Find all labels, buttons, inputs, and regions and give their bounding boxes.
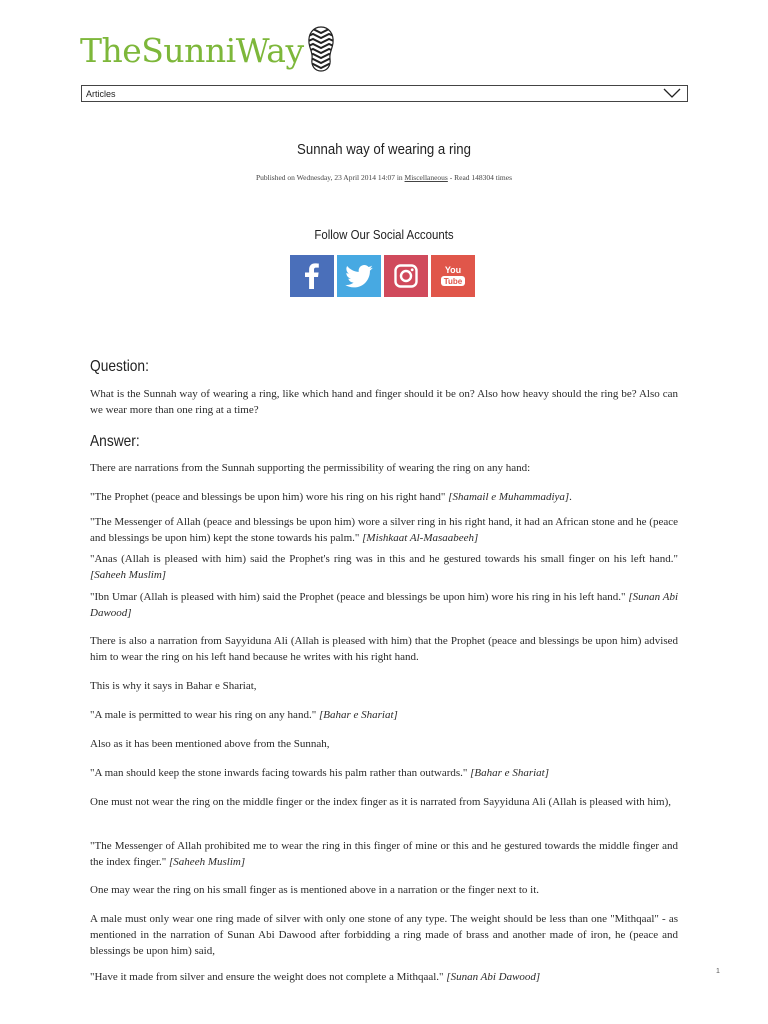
answer-paragraph: There are narrations from the Sunnah supporting the permissibility of wearing the ring on any hand: [90, 462, 531, 474]
answer-paragraph: There is also a narration from Sayyiduna Ali (Allah is pleased with him) that the Prophet (peace and blessings be upon him) advised him to wear the ring on his left hand because he writes with his right hand. [90, 635, 678, 663]
answer-paragraph: A male must only wear one ring made of silver with only one stone of any type. The weight should be less than one "Mithqaal" - as mentioned in the narration of Sunan Abi Dawood after forbidding a ring made of brass and another made of iron, he (peace and blessings be upon him) said, [90, 913, 678, 957]
youtube-label-top: You [444, 265, 462, 275]
category-link[interactable]: Miscellaneous [404, 173, 448, 182]
meta-suffix: - Read 148304 times [447, 173, 513, 182]
social-heading: Follow Our Social Accounts [314, 227, 454, 242]
social-buttons [290, 255, 475, 297]
instagram-button[interactable] [384, 255, 428, 297]
youtube-button[interactable] [431, 255, 475, 297]
facebook-icon [305, 263, 319, 289]
answer-paragraph: "The Messenger of Allah (peace and blessings be upon him) wore a silver ring in his right hand, it had an African stone and he (peace and blessings be upon him) kept the stone towards his palm." [Mishkaat Al-Masaabeeh] [90, 516, 678, 544]
citation: [Sunan Abi Dawood] [446, 971, 541, 983]
twitter-button[interactable] [337, 255, 381, 297]
youtube-label-bottom: Tube [443, 277, 463, 286]
citation: [Mishkaat Al-Masaabeeh] [362, 532, 479, 544]
chevron-down-icon [663, 88, 681, 99]
answer-paragraph: "A male is permitted to wear his ring on any hand." [Bahar e Shariat] [90, 709, 398, 721]
citation: [Saheeh Muslim] [90, 569, 167, 581]
articles-nav-dropdown[interactable] [81, 85, 688, 102]
answer-heading: Answer: [90, 433, 140, 450]
article-title: Sunnah way of wearing a ring [297, 141, 471, 158]
answer-paragraph: "Anas (Allah is pleased with him) said the Prophet's ring was in this and he gestured towards his small finger on his left hand." [Saheeh Muslim] [90, 553, 678, 581]
citation: [Bahar e Shariat] [318, 709, 398, 721]
answer-paragraph: One must not wear the ring on the middle finger or the index finger as it is narrated from Sayyiduna Ali (Allah is pleased with him), [90, 796, 672, 808]
question-heading: Question: [90, 358, 149, 375]
youtube-icon [438, 264, 468, 288]
answer-paragraph: "Ibn Umar (Allah is pleased with him) said the Prophet (peace and blessings be upon him) wore his ring in his left hand." [Sunan Abi Dawood] [90, 591, 678, 619]
nav-selected-label: Articles [86, 88, 116, 99]
citation: [Saheeh Muslim] [169, 856, 246, 868]
answer-paragraph: One may wear the ring on his small finger as is mentioned above in a narration or the finger next to it. [90, 884, 540, 896]
instagram-icon [394, 264, 418, 288]
article-meta [0, 173, 768, 182]
answer-paragraph: "The Messenger of Allah prohibited me to wear the ring in this finger of mine or this and he gestured towards the middle finger and the index finger." [Saheeh Muslim] [90, 840, 678, 868]
meta-prefix: Published on Wednesday, 23 April 2014 14:07 in [255, 173, 405, 182]
citation: [Bahar e Shariat] [470, 767, 549, 779]
site-logo[interactable] [80, 26, 336, 76]
answer-paragraph: This is why it says in Bahar e Shariat, [90, 680, 257, 692]
sandal-logo-icon [306, 26, 336, 72]
citation: [Shamail e Muhammadiya] [448, 491, 570, 503]
page-number: 1 [716, 968, 720, 975]
question-text: What is the Sunnah way of wearing a ring, like which hand and finger should it be on? Also how heavy should the ring be? Also can we wear more than one ring at a time? [90, 388, 678, 416]
answer-paragraph: "A man should keep the stone inwards facing towards his palm rather than outwards." [Bahar e Shariat] [90, 767, 549, 779]
answer-paragraph: "Have it made from silver and ensure the weight does not complete a Mithqaal." [Sunan Abi Dawood] [90, 971, 541, 983]
citation: [Sunan Abi Dawood] [90, 591, 678, 619]
twitter-icon [345, 265, 373, 288]
answer-paragraph: "The Prophet (peace and blessings be upon him) wore his ring on his right hand" [Shamail e Muhammadiya]. [90, 491, 572, 503]
answer-paragraph: Also as it has been mentioned above from the Sunnah, [90, 738, 330, 750]
logo-text: TheSunniWay [80, 31, 304, 70]
facebook-button[interactable] [290, 255, 334, 297]
